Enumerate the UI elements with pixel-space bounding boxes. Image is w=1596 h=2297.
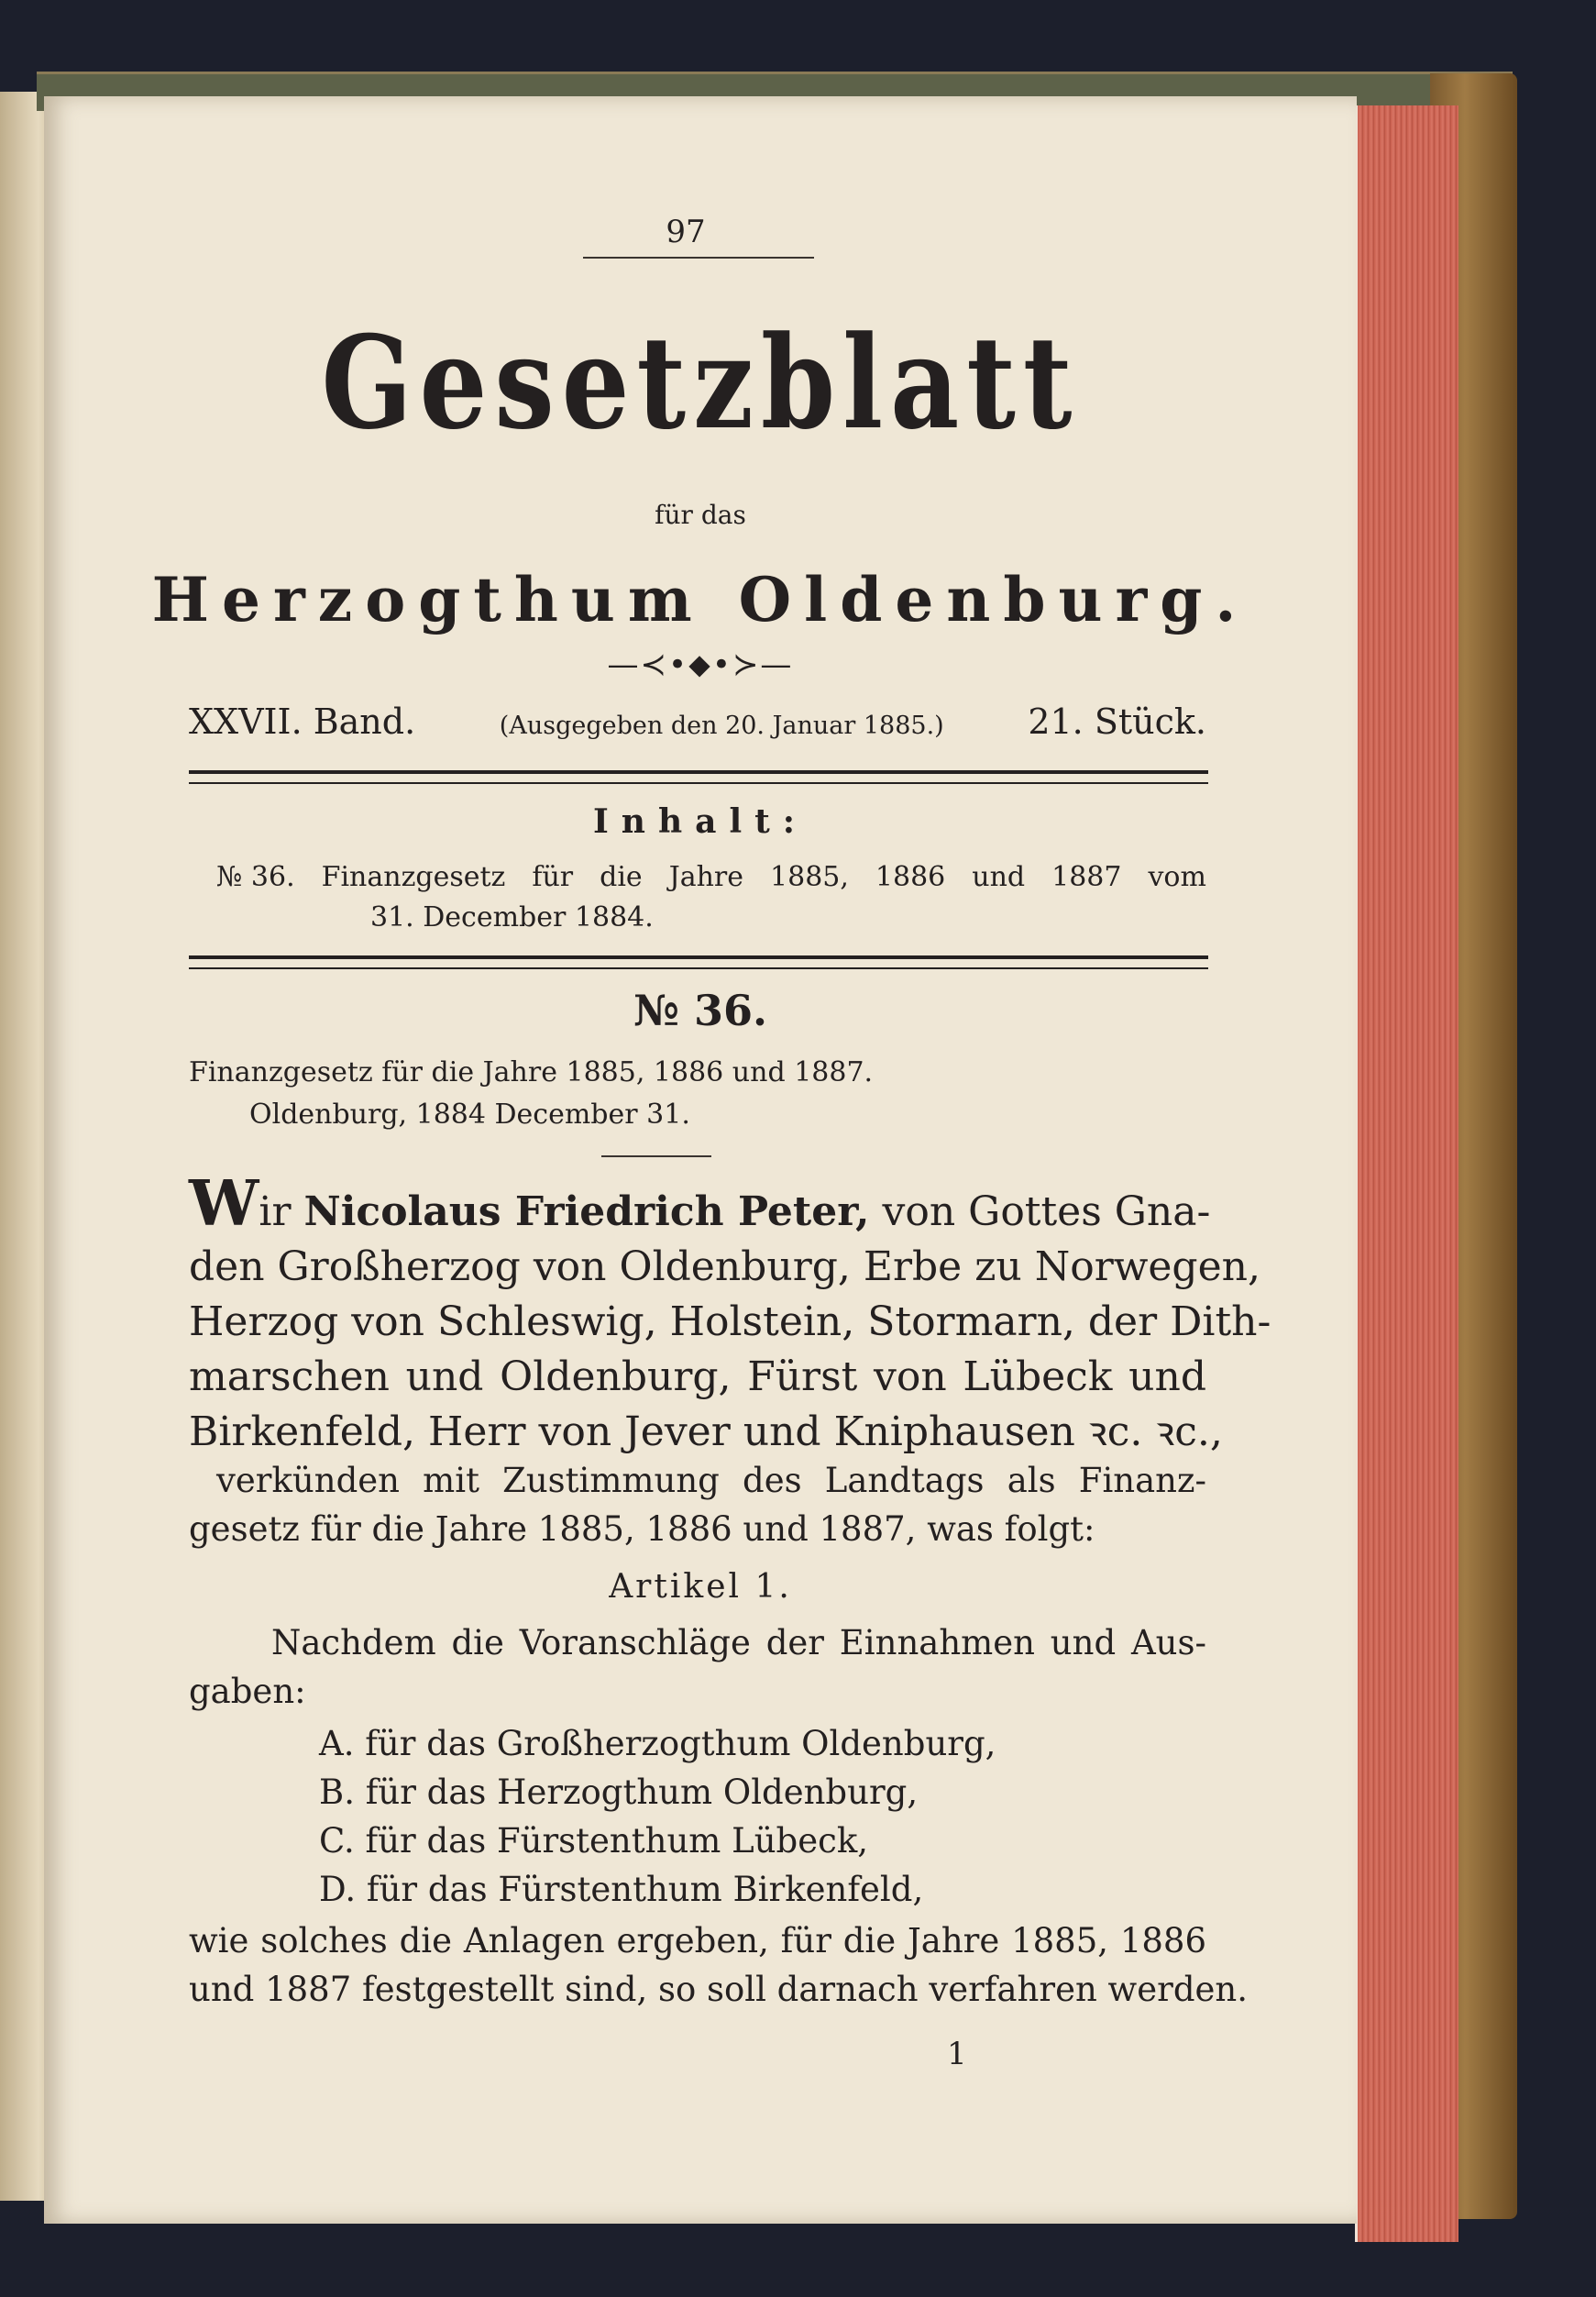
- budget-list: [319, 1719, 996, 1914]
- list-item: A. für das Großherzogthum Oldenburg,: [319, 1724, 996, 1763]
- list-item: B. für das Herzogthum Oldenburg,: [319, 1772, 919, 1812]
- contents-word: und: [972, 861, 1026, 893]
- double-rule-top: [189, 770, 1208, 784]
- contents-heading: Inhalt:: [592, 802, 809, 841]
- piece-number: 21. Stück.: [1028, 701, 1206, 742]
- contents-word: 1885,: [770, 861, 849, 893]
- issue-line: [189, 701, 1206, 742]
- closing-line-2: und 1887 festgestellt sind, so soll darnach verfahren werden.: [189, 1970, 1248, 2009]
- contents-line-2: 31. December 1884.: [370, 901, 654, 933]
- initial-letter: W: [189, 1167, 259, 1241]
- contents-word: № 36.: [216, 861, 295, 893]
- double-rule-bottom: [189, 955, 1208, 969]
- article-line-2: gaben:: [189, 1672, 306, 1711]
- preamble-text: von Gottes Gna-: [882, 1188, 1211, 1235]
- preamble-line-2: den Großherzog von Oldenburg, Erbe zu Norwegen,: [189, 1243, 1260, 1290]
- contents-entry: [216, 857, 1206, 938]
- list-item: D. für das Fürstenthum Birkenfeld,: [319, 1870, 924, 1909]
- signature-mark: 1: [947, 2036, 967, 2072]
- short-rule: [601, 1155, 711, 1157]
- preamble-text: ir: [259, 1188, 292, 1235]
- law-title-line: Finanzgesetz für die Jahre 1885, 1886 und 1887.: [189, 1056, 874, 1088]
- proclamation: [189, 1456, 1206, 1553]
- article-text: [189, 1618, 1206, 1716]
- contents-word: 1886: [875, 861, 946, 893]
- contents-word: für: [532, 861, 574, 893]
- page-number-rule: [583, 257, 814, 259]
- contents-word: Finanzgesetz: [321, 861, 506, 893]
- proclamation-line-1: verkünden mit Zustimmung des Landtags als Finanz-: [216, 1461, 1206, 1500]
- contents-word: die: [600, 861, 643, 893]
- contents-word: Jahre: [668, 861, 744, 893]
- issue-date: (Ausgegeben den 20. Januar 1885.): [499, 712, 944, 740]
- preamble-line-4: marschen und Oldenburg, Fürst von Lübeck und: [189, 1353, 1206, 1400]
- page-content: [44, 96, 1357, 2224]
- law-number: № 36.: [633, 986, 768, 1035]
- contents-line-1: [216, 857, 1206, 898]
- article-heading: Artikel 1.: [609, 1568, 792, 1606]
- list-item: C. für das Fürstenthum Lübeck,: [319, 1821, 869, 1861]
- proclamation-line-2: gesetz für die Jahre 1885, 1886 und 1887, was folgt:: [189, 1509, 1095, 1549]
- page-number: 97: [666, 214, 706, 250]
- law-title: [189, 1052, 873, 1136]
- journal-subtitle: Herzogthum Oldenburg.: [151, 564, 1249, 635]
- law-place-date: Oldenburg, 1884 December 31.: [249, 1099, 690, 1131]
- journal-title: Gesetzblatt: [321, 308, 1080, 458]
- closing-line-1: wie solches die Anlagen ergeben, für die Jahre 1885, 1886: [189, 1921, 1206, 1960]
- title-connector: für das: [655, 500, 746, 530]
- page-edges: [1355, 105, 1458, 2242]
- closing-text: [189, 1916, 1248, 2014]
- volume-label: XXVII. Band.: [189, 701, 416, 742]
- article-line-1: Nachdem die Voranschläge der Einnahmen und Aus-: [271, 1623, 1206, 1662]
- preamble-line-5: Birkenfeld, Herr von Jever und Kniphausen ꝛc. ꝛc.,: [189, 1408, 1223, 1455]
- document-page: [44, 96, 1357, 2224]
- contents-word: vom: [1148, 861, 1206, 893]
- preamble: [189, 1167, 1271, 1460]
- preamble-line-1: [189, 1167, 1211, 1241]
- sovereign-name: Nicolaus Friedrich Peter,: [303, 1188, 870, 1235]
- preamble-line-3: Herzog von Schleswig, Holstein, Stormarn, der Dith-: [189, 1298, 1271, 1345]
- contents-word: 1887: [1051, 861, 1122, 893]
- ornament-divider: —≺•⬥•≻—: [607, 646, 794, 683]
